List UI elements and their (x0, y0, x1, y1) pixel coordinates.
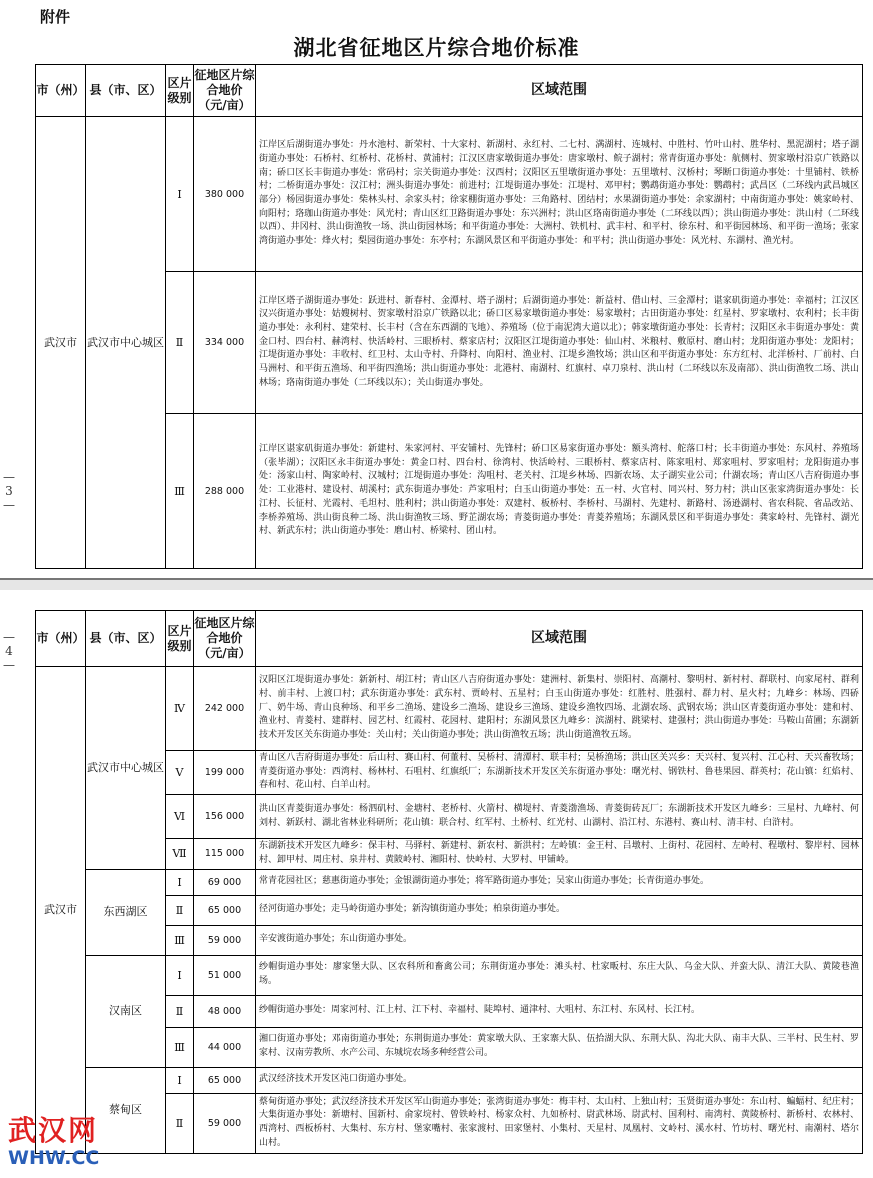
page-2 (0, 590, 873, 1178)
level-cell: Ⅰ (166, 117, 194, 272)
page-1 (0, 0, 873, 578)
level-cell: Ⅰ (166, 955, 194, 995)
region-cell: 汉阳区江堤街道办事处：新新村、胡江村；青山区八吉府街道办事处：建洲村、新集村、崇阳村、高潮村、黎明村、新村村、群联村、向家尾村、群利村、前丰村、上渡口村；武东街道办事处：武东村、贾岭村、五星村；白玉山街道办事处：红胜村、胜强村、群力村、星火村；九峰乡：林场、四硚厂、奶牛场、青山良种场、和平乡二渔场、建设乡二渔场、建设乡三渔场、建设乡渔牧四场、北湖农场、武钢农场；洪山区青菱街道办事处：建和村、渔业村、青菱村、建群村、园艺村、红霞村、花园村、建阳村；东湖风景区九峰乡：滨湖村、跳梁村、建强村；洪山街道办事处：马鞍山苗圃；东湖新技术开发区关东街道办事处：关山村；关山街道办事处；洪山街渔牧五场；洪山街道渔牧五场。 (256, 667, 863, 751)
table-row (36, 1067, 863, 1093)
level-cell: Ⅰ (166, 869, 194, 895)
region-cell: 径河街道办事处；走马岭街道办事处；新沟镇街道办事处；柏泉街道办事处。 (256, 895, 863, 925)
header-price: 征地区片综合地价（元/亩） (194, 65, 256, 117)
level-cell: Ⅰ (166, 1067, 194, 1093)
watermark-logo (8, 1115, 108, 1169)
level-cell: Ⅶ (166, 839, 194, 869)
header-region: 区域范围 (256, 65, 863, 117)
level-cell: Ⅵ (166, 795, 194, 839)
table-row (36, 117, 863, 272)
watermark-cn: 武汉网 (8, 1114, 99, 1147)
region-cell: 洪山区青菱街道办事处：杨泗矶村、金塘村、老桥村、火箭村、横堤村、青菱渤渔场、青菱街砖瓦厂；东湖新技术开发区九峰乡：三星村、九峰村、何刘村、新跃村、湖北省林业科研所；花山镇：联合村、红军村、土桥村、红光村、山湖村、沿江村、东港村、赛山村、清丰村、白浒村。 (256, 795, 863, 839)
region-cell: 江岸区后湖街道办事处：丹水池村、新荣村、十大家村、新湖村、永红村、二七村、满湖村、连城村、中胜村、竹叶山村、胜华村、黑泥湖村；塔子湖街道办事处：石桥村、红桥村、花桥村、黄浦村；江汉区唐家墩街道办事处：唐家墩村、鲩子湖村；常青街道办事处：航侧村、贺家墩村沿京广铁路以南；硚口区长丰街道办事处：常码村；宗关街道办事处：汉西村；汉阳区五里墩街道办事处：五里墩村、汉桥村；琴断口街道办事处：十里铺村、铁桥村；二桥街道办事处：汉江村；洲头街道办事处：前进村；江堤街道办事处：江堤村、邓甲村；鹦鹉街道办事处：鹦鹉村；武昌区（二环线内武昌城区部分）杨园街道办事处：柴林头村、余家头村；徐家棚街道办事处：三角路村、团结村；水果湖街道办事处：余家湖村；中南街道办事处：姚家岭村、向阳村；珞珈山街道办事处：风光村；青山区红卫路街道办事处：东兴洲村；洪山区珞南街道办事处（二环线以西）；洪山街道办事处：洪山村（二环线以西）、井冈村、洪山街渔牧一场、洪山街园林场；和平街道办事处：大洲村、铁机村、武丰村、和平村、徐东村、和平街园林场、和平街一渔场；张家湾街道办事处：烽火村；梨园街道办事处：东亭村；东湖风景区和平街道办事处：和平村；洪山街道办事处：风光村、东湖村、渔光村。 (256, 117, 863, 272)
price-cell: 156 000 (194, 795, 256, 839)
region-cell: 青山区八吉府街道办事处：后山村、赛山村、何董村、吴桥村、清潭村、联丰村；吴桥渔场；洪山区关兴乡：天兴村、复兴村、江心村、天兴畜牧场；青菱街道办事处：西湾村、杨林村、石咀村、红旗纸厂；东湖新技术开发区关东街道办事处：曙光村、钢铁村、鲁巷果园、群英村；花山镇：红焰村、春和村、花山村、白羊山村。 (256, 751, 863, 795)
document-title: 湖北省征地区片综合地价标准 (293, 35, 580, 60)
county-cell: 汉南区 (86, 955, 166, 1067)
price-cell: 199 000 (194, 751, 256, 795)
price-table-page-1 (35, 64, 863, 569)
level-cell: Ⅲ (166, 925, 194, 955)
price-cell: 44 000 (194, 1027, 256, 1067)
price-cell: 288 000 (194, 414, 256, 569)
header-level: 区片级别 (166, 611, 194, 667)
county-cell: 蔡甸区 (86, 1067, 166, 1153)
region-cell: 纱帽街道办事处：周家河村、江上村、江下村、幸福村、陡埠村、通津村、大咀村、东江村、东风村、长江村。 (256, 995, 863, 1027)
page-number-4: — 4 — (3, 630, 15, 672)
level-cell: Ⅳ (166, 667, 194, 751)
level-cell: Ⅴ (166, 751, 194, 795)
price-cell: 115 000 (194, 839, 256, 869)
header-county: 县（市、区） (86, 65, 166, 117)
city-cell: 武汉市 (36, 117, 86, 569)
price-cell: 65 000 (194, 1067, 256, 1093)
table-header-row (36, 65, 863, 117)
county-cell: 武汉市中心城区 (86, 667, 166, 870)
header-county: 县（市、区） (86, 611, 166, 667)
price-cell: 48 000 (194, 995, 256, 1027)
watermark-en: WHW.CC (8, 1147, 100, 1169)
level-cell: Ⅱ (166, 1093, 194, 1153)
price-table-page-2 (35, 610, 863, 1154)
table-header-row (36, 611, 863, 667)
page-number-3: — 3 — (3, 470, 15, 512)
level-cell: Ⅱ (166, 272, 194, 414)
region-cell: 东湖新技术开发区九峰乡：保丰村、马驿村、新建村、新农村、新洪村；左岭镇：金王村、吕墩村、上街村、花园村、左岭村、程墩村、黎岸村、园林村、卸甲村、周庄村、泉井村、黄陂岭村、湘阳村、快岭村、大罗村、甲铺岭。 (256, 839, 863, 869)
region-cell: 江岸区塔子湖街道办事处：跃进村、新春村、金潭村、塔子湖村；后湖街道办事处：新益村、借山村、三金潭村；谌家矶街道办事处：幸福村；江汉区汉兴街道办事处：姑嫂树村、贺家墩村沿京广铁路以北；硚口区易家墩街道办事处：易家墩村；古田街道办事处：红星村、罗家墩村、农利村；长丰街道办事处：永利村、建荣村、长丰村（含在东西湖的飞地）、养殖场（位于南泥湾大道以北）；韩家墩街道办事处：长青村；汉阳区永丰街道办事处：黄金口村、四台村、赫湾村、快活岭村、三眼桥村、蔡家店村；汉阳区江堤街道办事处：仙山村、米粮村、敷原村、磨山村；龙阳街道办事处：龙阳村；江堤街道办事处：丰收村、红卫村、太山寺村、升降村、向阳村、渔业村、江堤乡渔牧场；洪山区和平街道办事处：东方红村、北洋桥村、厂前村、白马洲村、和平街五渔场、和平街四渔场；洪山街道办事处：北港村、南湖村、红旗村、卓刀泉村、洪山村（二环线以东及南部）、洪山街渔牧二场、洪山林场；珞南街道办事处（二环线以东）；关山街道办事处。 (256, 272, 863, 414)
price-cell: 59 000 (194, 925, 256, 955)
county-cell: 东西湖区 (86, 869, 166, 955)
attachment-label: 附件 (40, 8, 71, 26)
price-cell: 59 000 (194, 1093, 256, 1153)
table-row (36, 955, 863, 995)
city-cell: 武汉市 (36, 667, 86, 1154)
header-level: 区片级别 (166, 65, 194, 117)
region-cell: 蔡甸街道办事处；武汉经济技术开发区军山街道办事处；张湾街道办事处：梅丰村、太山村、上独山村；玉贤街道办事处：东山村、蝙蝠村、纪庄村；大集街道办事处：新塘村、国新村、俞家垸村、曾铁岭村、杨家众村、九如桥村、尉武林场、尉武村、国利村、南湾村、黄陵桥村、新桥村、农林村、西湾村、西板桥村、大集村、东方村、堡家嘴村、张家渡村、田家堡村、小集村、天星村、凤凰村、文岭村、溪水村、竹坊村、曙光村、南潮村、塔尔山村。 (256, 1093, 863, 1153)
region-cell: 湘口街道办事处；邓南街道办事处；东荆街道办事处：黄家墩大队、王家寨大队、伍拾湖大队、东荆大队、沟北大队、南丰大队、三半村、民生村、罗家村、汉南劳教所、水产公司、东城垸农场多种经营公司。 (256, 1027, 863, 1067)
level-cell: Ⅱ (166, 995, 194, 1027)
price-cell: 51 000 (194, 955, 256, 995)
price-cell: 242 000 (194, 667, 256, 751)
table-row (36, 869, 863, 895)
price-cell: 69 000 (194, 869, 256, 895)
level-cell: Ⅱ (166, 895, 194, 925)
region-cell: 辛安渡街道办事处；东山街道办事处。 (256, 925, 863, 955)
county-cell: 武汉市中心城区 (86, 117, 166, 569)
region-cell: 常青花园社区；慈惠街道办事处；金银湖街道办事处；将军路街道办事处；吴家山街道办事处；长青街道办事处。 (256, 869, 863, 895)
level-cell: Ⅲ (166, 414, 194, 569)
table-row (36, 667, 863, 751)
region-cell: 武汉经济技术开发区沌口街道办事处。 (256, 1067, 863, 1093)
price-cell: 380 000 (194, 117, 256, 272)
level-cell: Ⅲ (166, 1027, 194, 1067)
price-cell: 334 000 (194, 272, 256, 414)
price-cell: 65 000 (194, 895, 256, 925)
header-price: 征地区片综合地价（元/亩） (194, 611, 256, 667)
region-cell: 江岸区谌家矶街道办事处：新建村、朱家河村、平安铺村、先锋村；硚口区易家街道办事处：额头湾村、舵落口村；长丰街道办事处：东风村、养殖场（张毕湖）；汉阳区永丰街道办事处：黄金口村、四台村、徐湾村、快活岭村、三眼桥村、蔡家店村、陈家咀村、郑家咀村、罗家咀村；龙阳街道办事处：汤家山村、陶家岭村、汉城村；江堤街道办事处：沟咀村、老关村、江堤乡林场、四新农场、太子湖实业公司；什湖农场；青山区八吉府街道办事处：工业港村、建设村、胡溪村；武东街道办事处：芦家咀村；白玉山街道办事处：五一村、火官村、同兴村、努力村；洪山区张家湾街道办事处：长江村、长征村、光霞村、毛坦村、胜利村；洪山街道办事处：双建村、板桥村、李桥村、马湖村、先建村、新路村、汤逊湖村、省农科院、省品改站、李桥养殖场、洪山街良种二场、洪山街渔牧三场、野芷湖农场；青菱街道办事处：青菱养殖场；东湖风景区和平街道办事处：龚家岭村、先锋村、湖光村、新武东村；洪山街道办事处：磨山村、桥梁村、团山村。 (256, 414, 863, 569)
region-cell: 纱帽街道办事处：廖家堡大队、区农科所和畜禽公司；东荆街道办事处：滩头村、杜家畈村、东庄大队、乌金大队、并蛮大队、清江大队、黄陵巷渔场。 (256, 955, 863, 995)
header-city: 市（州） (36, 611, 86, 667)
header-city: 市（州） (36, 65, 86, 117)
header-region: 区域范围 (256, 611, 863, 667)
